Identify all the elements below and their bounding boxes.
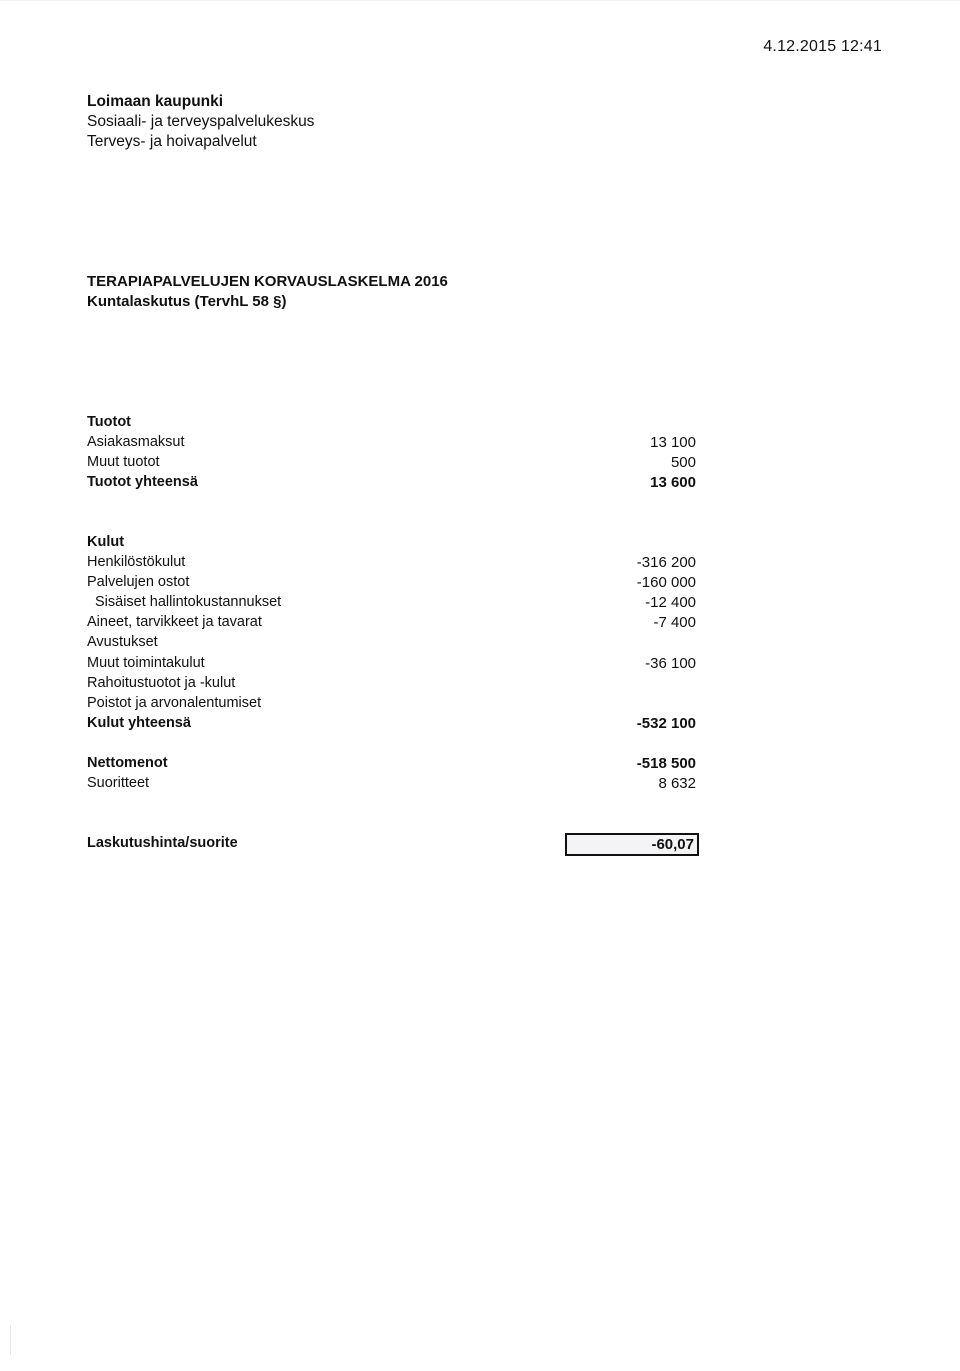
organization-block (87, 92, 314, 152)
billing-price-value: -60,07 (651, 836, 694, 853)
income-row-label: Muut tuotot (87, 454, 160, 471)
costs-total-label: Kulut yhteensä (87, 714, 191, 731)
cost-row (87, 572, 699, 592)
income-row (87, 452, 699, 472)
income-section-title-row (87, 412, 699, 432)
outputs-value: 8 632 (658, 775, 696, 793)
scan-artifact (0, 0, 960, 1)
cost-row-label: Poistot ja arvonalentumiset (87, 694, 262, 711)
income-row-value: 13 100 (650, 434, 696, 452)
income-total-label: Tuotot yhteensä (87, 474, 198, 491)
cost-row-label: Avustukset (87, 634, 158, 651)
cost-row (87, 612, 699, 632)
costs-section-title-row (87, 532, 699, 552)
income-section (87, 412, 699, 492)
income-row-label: Asiakasmaksut (87, 434, 185, 451)
cost-row-label: Henkilöstökulut (87, 554, 186, 571)
cost-row-label: Aineet, tarvikkeet ja tavarat (87, 614, 262, 631)
income-section-title: Tuotot (87, 414, 132, 430)
net-section (87, 753, 699, 793)
net-expenses-value: -518 500 (636, 755, 696, 772)
cost-row (87, 552, 699, 572)
net-expenses-row (87, 753, 699, 773)
net-expenses-label: Nettomenot (87, 755, 168, 771)
cost-row-value: -160 000 (636, 574, 696, 592)
outputs-row (87, 773, 699, 793)
document-title: TERAPIAPALVELUJEN KORVAUSLASKELMA 2016 (87, 273, 448, 290)
cost-row-value: -36 100 (645, 654, 696, 672)
cost-row-label: Sisäiset hallintokustannukset (95, 594, 282, 611)
income-row (87, 432, 699, 452)
cost-row (87, 693, 699, 713)
document-subtitle: Kuntalaskutus (TervhL 58 §) (87, 293, 287, 310)
outputs-label: Suoritteet (87, 775, 150, 792)
cost-row-label: Palvelujen ostot (87, 574, 190, 591)
billing-price-label: Laskutushinta/suorite (87, 835, 238, 851)
income-row-value: 500 (670, 454, 696, 472)
scan-artifact (10, 1325, 11, 1355)
cost-row (87, 632, 699, 652)
billing-price-row (87, 833, 699, 855)
cost-row (87, 592, 699, 612)
costs-section (87, 532, 699, 733)
organization-unit: Terveys- ja hoivapalvelut (87, 133, 257, 150)
cost-row-value: -316 200 (636, 554, 696, 572)
organization-name: Loimaan kaupunki (87, 93, 224, 110)
cost-row-value: -12 400 (645, 594, 696, 612)
cost-row (87, 653, 699, 673)
costs-total-value: -532 100 (636, 714, 696, 732)
organization-center: Sosiaali- ja terveyspalvelukeskus (87, 113, 315, 130)
cost-row-label: Rahoitustuotot ja -kulut (87, 674, 236, 691)
billing-price-box (565, 833, 699, 856)
costs-total-row (87, 713, 699, 733)
income-total-row (87, 472, 699, 492)
cost-row-value: -7 400 (653, 614, 696, 632)
cost-row (87, 673, 699, 693)
print-timestamp: 4.12.2015 12:41 (763, 38, 882, 55)
costs-section-title: Kulut (87, 534, 125, 550)
income-total-value: 13 600 (650, 474, 696, 492)
document-heading (87, 272, 448, 312)
cost-row-label: Muut toimintakulut (87, 654, 205, 671)
